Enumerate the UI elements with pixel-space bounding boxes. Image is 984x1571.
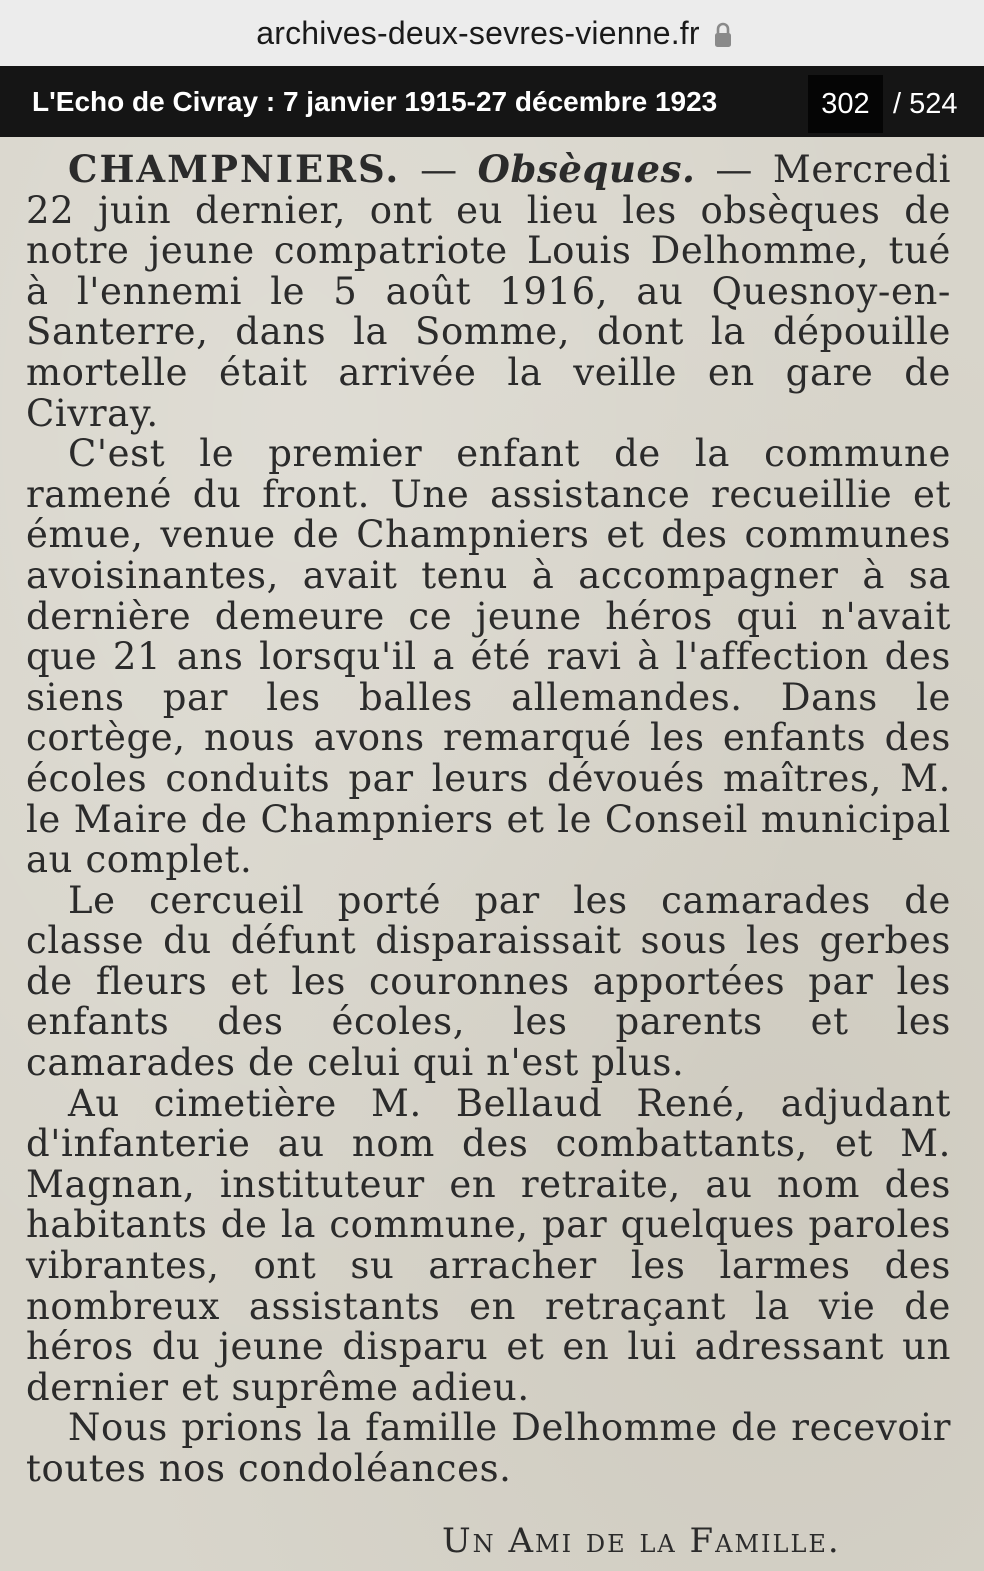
page-total: / 524	[893, 87, 958, 120]
article-text	[26, 149, 951, 1490]
url-text[interactable]: archives-deux-sevres-vienne.fr	[256, 14, 700, 51]
lock-icon	[714, 22, 732, 48]
article-p1-text: — Mercredi 22 juin dernier, ont eu lieu les obsèques de notre jeune compatriote Louis Delhomme, tué à l'ennemi le 5 août 1916, au Quesnoy-en-Santerre, dans la Somme, dont la dépouille mortelle était arrivée la veille en gare de Civray.	[26, 148, 952, 435]
article-paragraph-2: C'est le premier enfant de la commune ramené du front. Une assistance recueillie et émue, venue de Champniers et des communes avoisinantes, avait tenu à accompagner à sa dernière demeure ce jeune héros qui n'avait que 21 ans lorsqu'il a été ravi à l'affection des siens par les balles allemandes. Dans le cortège, nous avons remarqué les enfants des écoles conduits par leurs dévoués maîtres, M. le Maire de Champniers et le Conseil municipal au complet.	[26, 432, 951, 882]
document-title: L'Echo de Civray : 7 janvier 1915-27 décembre 1923	[32, 85, 718, 117]
browser-address-bar[interactable]	[0, 0, 984, 66]
article-paragraph-5: Nous prions la famille Delhomme de recevoir toutes nos condoléances.	[26, 1406, 951, 1490]
page-number-input[interactable]: 302	[808, 75, 883, 133]
viewer-title-bar	[0, 66, 984, 137]
article-place: CHAMPNIERS.	[68, 147, 401, 191]
article-paragraph-4: Au cimetière M. Bellaud René, adjudant d'infanterie au nom des combattants, et M. Magnan, instituteur en retraite, au nom des habitants de la commune, par quelques paroles vibrantes, ont su arracher les larmes des nombreux assistants en retraçant la vie de héros du jeune disparu et en lui adressant un dernier et suprême adieu.	[26, 1081, 951, 1409]
article-dash: —	[400, 148, 478, 191]
article-subject: Obsèques.	[477, 147, 696, 191]
article-paragraph-1	[26, 149, 951, 434]
newspaper-scan[interactable]	[0, 137, 984, 1571]
article-signature: Un Ami de la Famille.	[442, 1521, 841, 1561]
article-paragraph-3: Le cercueil porté par les camarades de classe du défunt disparaissait sous les gerbes de fleurs et les couronnes apportées par les enfants des écoles, les parents et les camarades de celui qui n'est plus.	[26, 878, 951, 1085]
